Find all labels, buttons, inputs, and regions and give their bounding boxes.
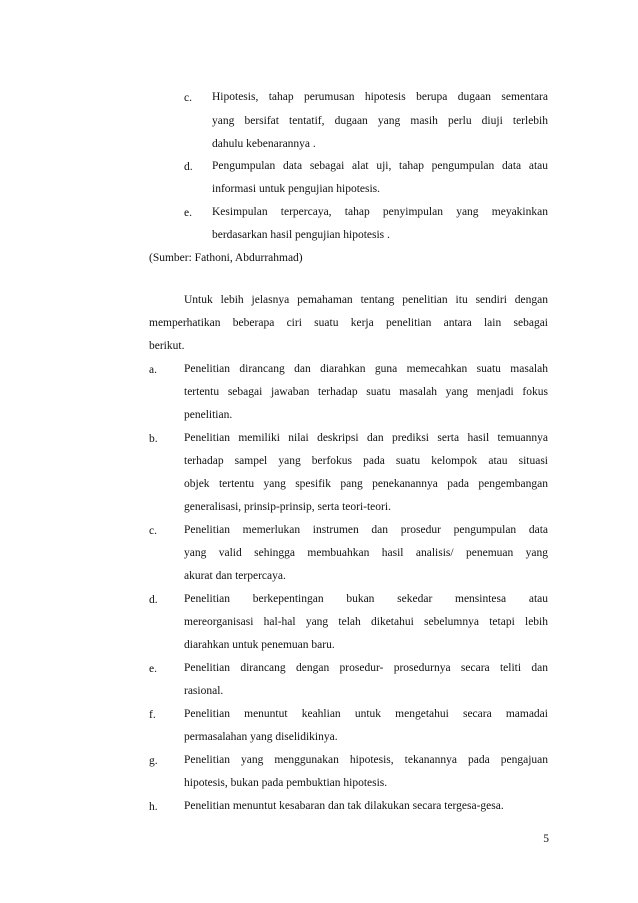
list-line: mereorganisasi hal-hal yang telah diketahui sebelumnya tetapi lebih — [184, 616, 548, 628]
list-marker: c. — [149, 525, 157, 537]
list-marker: d. — [149, 594, 158, 606]
list-line: berdasarkan hasil pengujian hipotesis . — [212, 229, 390, 241]
page-number: 5 — [543, 833, 549, 845]
list-line: Penelitian berkepentingan bukan sekedar mensintesa atau — [184, 593, 548, 605]
list-line: tertentu sebagai jawaban terhadap suatu masalah yang menjadi fokus — [184, 386, 548, 398]
list-line: Penelitian dirancang dengan prosedur- prosedurnya secara teliti dan — [184, 662, 548, 674]
list-line: rasional. — [184, 685, 224, 697]
list-line: Penelitian memiliki nilai deskripsi dan prediksi serta hasil temuannya — [184, 432, 548, 444]
list-line: diarahkan untuk penemuan baru. — [184, 639, 335, 651]
list-line: Penelitian yang menggunakan hipotesis, tekanannya pada pengajuan — [184, 754, 548, 766]
list-line: Kesimpulan terpercaya, tahap penyimpulan yang meyakinkan — [212, 206, 548, 218]
list-line: Penelitian menuntut keahlian untuk mengetahui secara mamadai — [184, 708, 548, 720]
list-line: terhadap sampel yang berfokus pada suatu kelompok atau situasi — [184, 455, 548, 467]
list-line: Penelitian memerlukan instrumen dan prosedur pengumpulan data — [184, 524, 548, 536]
list-line: Hipotesis, tahap perumusan hipotesis berupa dugaan sementara — [212, 91, 548, 103]
list-line: akurat dan terpercaya. — [184, 570, 286, 582]
list-line: Penelitian dirancang dan diarahkan guna memecahkan suatu masalah — [184, 363, 548, 375]
list-line: generalisasi, prinsip-prinsip, serta teori-teori. — [184, 501, 391, 513]
list-line: permasalahan yang diselidikinya. — [184, 731, 338, 743]
list-marker: c. — [184, 92, 192, 104]
list-line: yang valid sehingga membuahkan hasil analisis/ penemuan yang — [184, 547, 548, 559]
source-citation: (Sumber: Fathoni, Abdurrahmad) — [149, 252, 303, 264]
list-line: hipotesis, bukan pada pembuktian hipotesis. — [184, 777, 388, 789]
list-line: dahulu kebenarannya . — [212, 138, 316, 150]
list-marker: f. — [149, 709, 156, 721]
list-line: Penelitian menuntut kesabaran dan tak dilakukan secara tergesa-gesa. — [184, 800, 504, 812]
list-line: objek tertentu yang spesifik pang penekanannya pada pengembangan — [184, 478, 548, 490]
list-marker: e. — [149, 663, 157, 675]
list-line: informasi untuk pengujian hipotesis. — [212, 183, 381, 195]
paragraph-line: Untuk lebih jelasnya pemahaman tentang penelitian itu sendiri dengan — [184, 294, 548, 306]
list-marker: h. — [149, 801, 158, 813]
list-line: penelitian. — [184, 409, 233, 421]
list-line: yang bersifat tentatif, dugaan yang masih perlu diuji terlebih — [212, 115, 548, 127]
list-marker: e. — [184, 207, 192, 219]
paragraph-line: memperhatikan beberapa ciri suatu kerja penelitian antara lain sebagai — [149, 317, 548, 329]
list-marker: g. — [149, 755, 158, 767]
list-marker: b. — [149, 433, 158, 445]
paragraph-line: berikut. — [149, 340, 185, 352]
list-marker: d. — [184, 161, 193, 173]
list-line: Pengumpulan data sebagai alat uji, tahap pengumpulan data atau — [212, 160, 548, 172]
list-marker: a. — [149, 364, 157, 376]
